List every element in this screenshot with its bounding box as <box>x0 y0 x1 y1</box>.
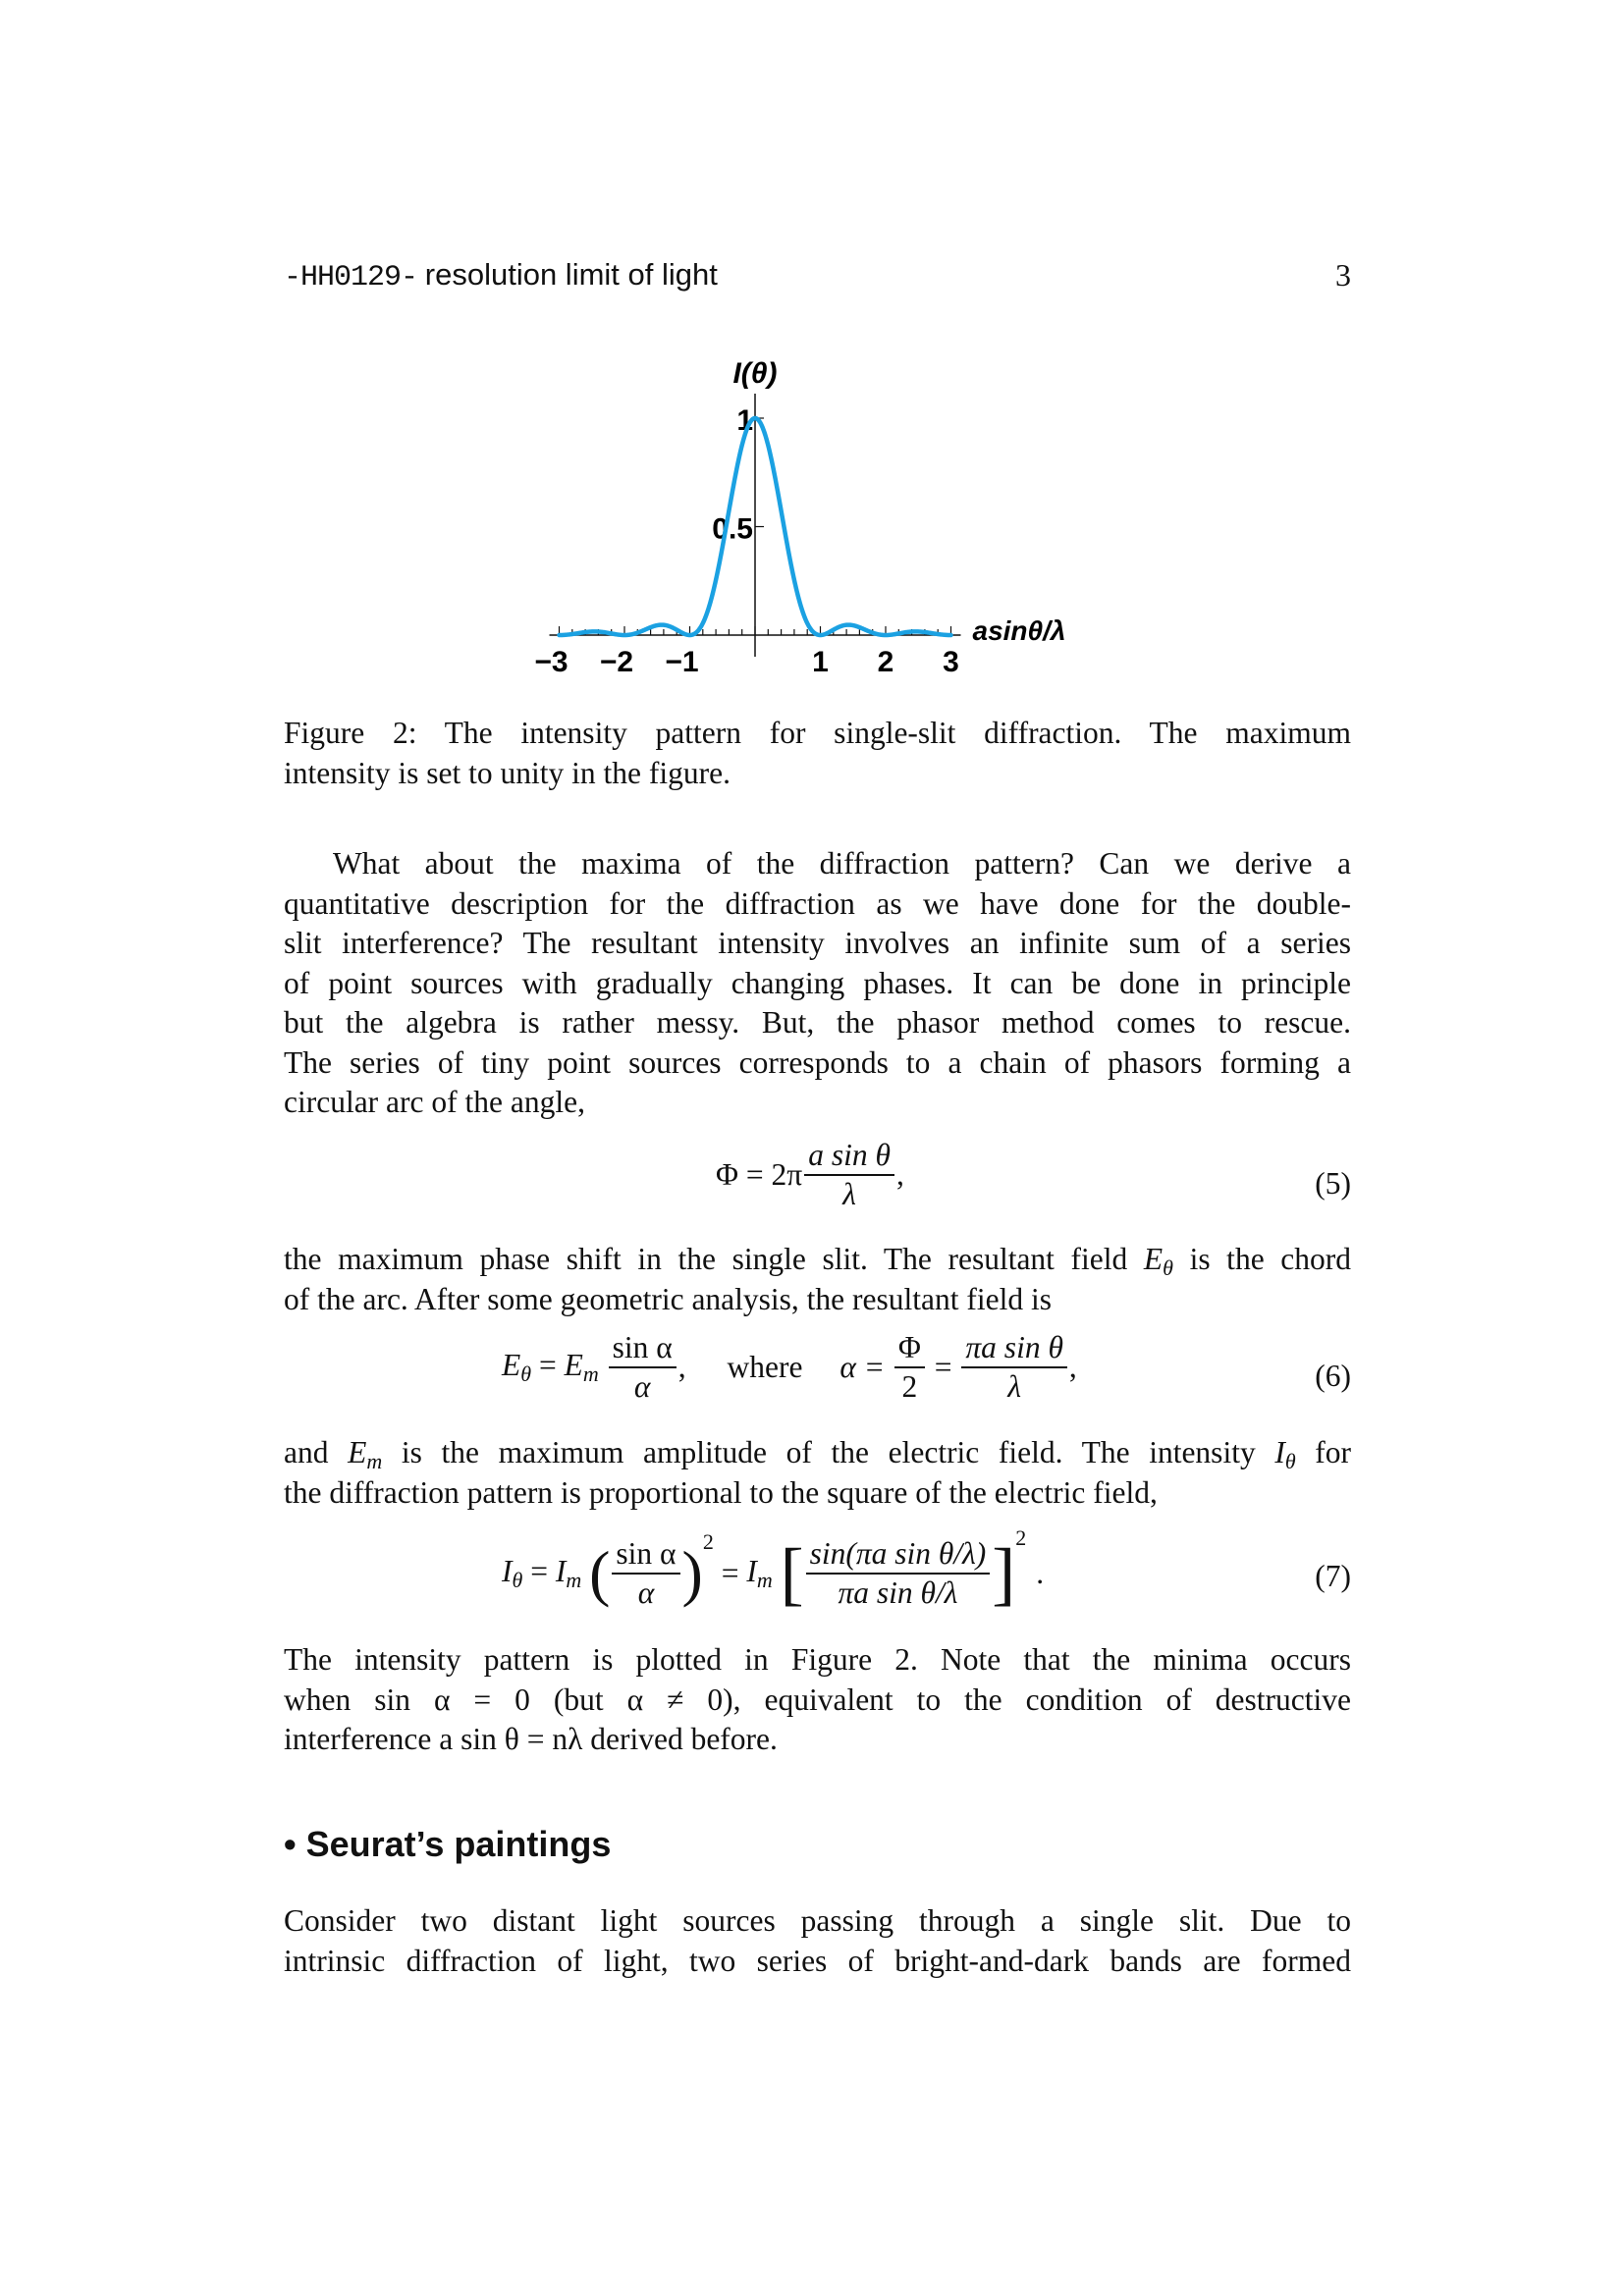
equals-sign: = <box>926 1350 960 1384</box>
axes <box>550 394 961 657</box>
comma: , <box>677 1350 686 1384</box>
equation-number: (7) <box>1315 1559 1351 1593</box>
math-subscript: m <box>582 1362 599 1386</box>
equals-sign: = <box>522 1553 556 1588</box>
math-subscript: m <box>566 1567 582 1592</box>
text-span: and <box>284 1435 349 1469</box>
math-var: E <box>502 1348 521 1382</box>
paragraph-resultant-field <box>284 1240 1351 1319</box>
exponent: 2 <box>1015 1525 1027 1550</box>
denominator: α <box>637 1575 655 1610</box>
text-line: slit interference? The resultant intensity involves an infinite sum of a series <box>284 926 1351 960</box>
header-title: resolution limit of light <box>424 257 718 292</box>
caption-line: Figure 2: The intensity pattern for single-slit diffraction. The maximum <box>284 716 1351 750</box>
math-var: E <box>348 1435 367 1469</box>
document-code: -HH0129- <box>284 261 418 294</box>
x-axis-label: asinθ/λ <box>972 615 1066 646</box>
text-line: of the arc. After some geometric analysis, the resultant field is <box>284 1281 1052 1316</box>
running-header <box>284 257 1351 296</box>
eq5-comma: , <box>895 1157 904 1192</box>
denominator: λ <box>1007 1369 1021 1404</box>
page-number: 3 <box>1335 257 1351 293</box>
paragraph-minima <box>284 1640 1351 1760</box>
math-subscript: θ <box>512 1567 523 1592</box>
math-subscript: θ <box>520 1362 532 1386</box>
equation-6 <box>284 1331 1351 1419</box>
period: . <box>1036 1555 1045 1590</box>
equation-6-body <box>502 1331 1077 1404</box>
math-var: E <box>1143 1242 1164 1276</box>
left-paren: ( <box>589 1537 611 1608</box>
paragraph-intensity <box>284 1433 1351 1513</box>
text-line <box>284 1240 1351 1280</box>
eq7-fraction-2 <box>806 1537 991 1610</box>
figure-2-plot <box>530 348 1119 692</box>
x-tick-label: 3 <box>943 646 959 678</box>
text-line: interference a sin θ = nλ derived before. <box>284 1722 778 1756</box>
eq7-fraction-1 <box>612 1537 679 1610</box>
text-line: intrinsic diffraction of light, two series of bright-and-dark bands are formed <box>284 1943 1351 1978</box>
text-line: of point sources with gradually changing phases. It can be done in principle <box>284 965 1351 1000</box>
paragraph-maxima <box>284 844 1351 1123</box>
math-var: I <box>502 1553 513 1588</box>
numerator: sin α <box>609 1331 677 1368</box>
math-subscript: θ <box>1163 1255 1173 1280</box>
text-span: for <box>1295 1435 1352 1469</box>
intensity-plot-svg <box>530 348 1119 692</box>
text-line: quantitative description for the diffraction as we have done for the double- <box>284 885 1351 921</box>
numerator: πa sin θ <box>961 1331 1067 1368</box>
text-span: is the maximum amplitude of the electric field. The intensity <box>382 1435 1275 1469</box>
numerator: sin α <box>612 1537 679 1575</box>
text-line: Consider two distant light sources passing through a single slit. Due to <box>284 1903 1351 1938</box>
alpha-lhs: α = <box>839 1350 893 1384</box>
y-tick-label: 1 <box>736 404 753 437</box>
comma: , <box>1068 1350 1077 1384</box>
x-tick-label: −1 <box>665 646 699 678</box>
equals-sign: = <box>531 1348 565 1382</box>
figure-caption <box>284 714 1351 793</box>
text-line: when sin α = 0 (but α ≠ 0), equivalent to the condition of destructive <box>284 1682 1351 1717</box>
right-paren: ) <box>681 1537 703 1608</box>
eq6-fraction-3 <box>961 1331 1067 1404</box>
x-tick-label: −3 <box>534 646 568 678</box>
paragraph-seurat <box>284 1901 1351 1981</box>
right-bracket: ] <box>992 1533 1016 1613</box>
y-tick-label: 0.5 <box>712 512 753 546</box>
denominator: 2 <box>901 1369 918 1404</box>
text-span: is the chord <box>1172 1242 1352 1276</box>
eq5-fraction <box>804 1139 894 1211</box>
math-var: E <box>564 1348 583 1382</box>
x-tick-label: −2 <box>599 646 634 678</box>
denominator: α <box>633 1369 651 1404</box>
exponent: 2 <box>702 1529 714 1554</box>
x-tick-label: 2 <box>877 646 894 678</box>
eq6-fraction-2 <box>894 1331 925 1404</box>
text-line: The intensity pattern is plotted in Figure 2. Note that the minima occurs <box>284 1642 1351 1677</box>
eq6-fraction-1 <box>609 1331 677 1404</box>
eq5-denominator: λ <box>842 1177 856 1211</box>
numerator: Φ <box>894 1331 925 1368</box>
text-span: the maximum phase shift in the single slit. The resultant field <box>284 1242 1144 1276</box>
equation-number: (5) <box>1315 1166 1351 1201</box>
math-var: I <box>746 1553 757 1588</box>
equation-7 <box>284 1525 1351 1624</box>
denominator: πa sin θ/λ <box>838 1575 958 1610</box>
eq5-lhs: Φ = 2π <box>716 1157 803 1192</box>
numerator: sin(πa sin θ/λ) <box>806 1537 991 1575</box>
text-line <box>284 1433 1351 1473</box>
text-line: the diffraction pattern is proportional to the square of the electric field, <box>284 1474 1158 1510</box>
math-var: I <box>555 1553 567 1588</box>
text-line: circular arc of the angle, <box>284 1085 585 1119</box>
header-title-group <box>284 257 718 294</box>
math-subscript: m <box>366 1449 383 1473</box>
left-bracket: [ <box>780 1533 804 1613</box>
section-heading: • Seurat’s paintings <box>284 1824 612 1864</box>
equals-sign: = <box>721 1555 747 1590</box>
equation-5 <box>284 1139 1351 1227</box>
equation-5-body <box>716 1139 904 1211</box>
math-subscript: m <box>756 1567 773 1592</box>
eq5-numerator: a sin θ <box>804 1139 894 1176</box>
tick-labels <box>534 404 958 678</box>
y-axis-label: I(θ) <box>732 357 778 390</box>
text-line: but the algebra is rather messy. But, the phasor method comes to rescue. <box>284 1005 1351 1040</box>
where-word: where <box>727 1350 803 1384</box>
math-subscript: θ <box>1284 1449 1296 1473</box>
math-var: I <box>1274 1435 1285 1469</box>
caption-line: intensity is set to unity in the figure. <box>284 755 731 790</box>
text-line: What about the maxima of the diffraction pattern? Can we derive a <box>333 846 1351 881</box>
x-tick-label: 1 <box>812 646 829 678</box>
text-line: The series of tiny point sources corresponds to a chain of phasors forming a <box>284 1044 1351 1080</box>
equation-number: (6) <box>1315 1359 1351 1393</box>
equation-7-body <box>502 1525 1045 1613</box>
